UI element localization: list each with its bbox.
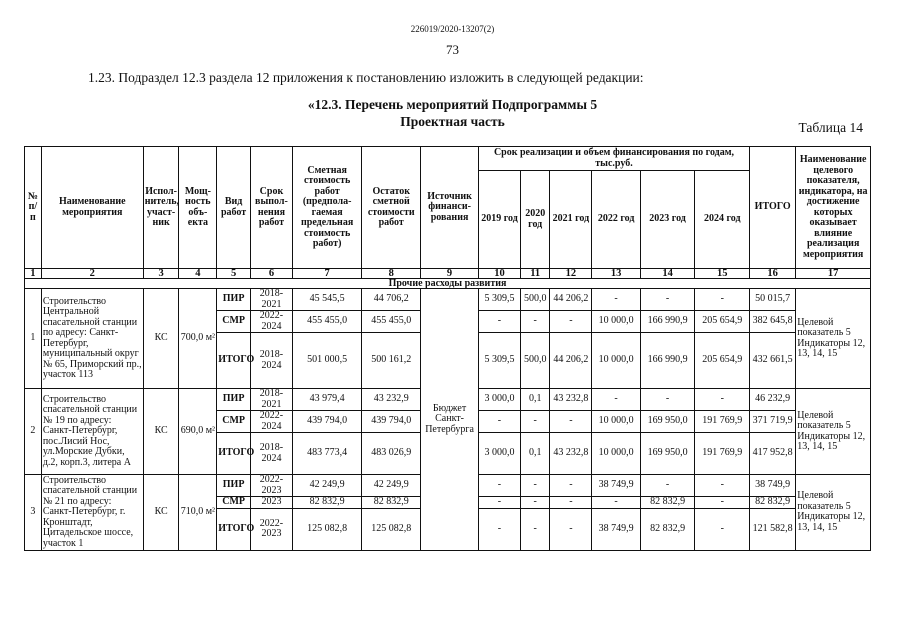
cost-balance: 42 249,9 [362, 475, 421, 497]
work-type: ПИР [217, 389, 251, 411]
value-y2021: - [550, 411, 592, 433]
item-name: Строительство Центральной спасательной станции по адресу: Санкт-Петербург, муниципальный округ № 65, Приморский пр., участок 113 [41, 289, 143, 389]
work-type: СМР [217, 411, 251, 433]
value-total: 50 015,7 [750, 289, 796, 311]
measures-table [24, 146, 871, 551]
section-label: Прочие расходы развития [25, 279, 871, 289]
value-y2020: 500,0 [520, 289, 549, 311]
value-y2022: 38 749,9 [592, 508, 640, 550]
col-balance: Остаток сметной стоимости работ [362, 147, 421, 269]
value-y2022: 10 000,0 [592, 311, 640, 333]
work-type: СМР [217, 311, 251, 333]
section-title [0, 96, 905, 130]
column-number: 10 [478, 269, 520, 279]
value-total: 371 719,9 [750, 411, 796, 433]
value-y2022: - [592, 389, 640, 411]
value-total: 417 952,8 [750, 433, 796, 475]
funding-source: Бюджет Санкт-Петербурга [421, 289, 479, 551]
title-line-2: Проектная часть [400, 114, 505, 129]
work-period: 2018-2024 [250, 433, 292, 475]
value-y2022: 38 749,9 [592, 475, 640, 497]
col-2020: 2020 год [520, 171, 549, 269]
item-capacity: 710,0 м² [179, 475, 217, 551]
cost-balance: 500 161,2 [362, 333, 421, 389]
item-executor: КС [143, 389, 179, 475]
column-number: 12 [550, 269, 592, 279]
value-y2023: 82 832,9 [640, 497, 695, 509]
cost-balance: 43 232,9 [362, 389, 421, 411]
value-y2023: - [640, 289, 695, 311]
value-y2019: - [478, 497, 520, 509]
value-y2020: - [520, 411, 549, 433]
col-num: № п/п [25, 147, 42, 269]
cost-balance: 82 832,9 [362, 497, 421, 509]
column-number: 1 [25, 269, 42, 279]
estimated-cost: 82 832,9 [292, 497, 361, 509]
value-y2020: 0,1 [520, 389, 549, 411]
col-2023: 2023 год [640, 171, 695, 269]
page-number: 73 [446, 42, 459, 57]
column-number: 11 [520, 269, 549, 279]
work-period: 2018-2021 [250, 289, 292, 311]
value-y2020: - [520, 475, 549, 497]
value-y2024: - [695, 497, 750, 509]
value-y2024: - [695, 508, 750, 550]
estimated-cost: 439 794,0 [292, 411, 361, 433]
value-y2019: 5 309,5 [478, 289, 520, 311]
column-number: 6 [250, 269, 292, 279]
value-y2023: 166 990,9 [640, 333, 695, 389]
item-indicator: Целевой показатель 5 Индикаторы 12, 13, 14, 15 [796, 389, 871, 475]
value-y2020: - [520, 311, 549, 333]
cost-balance: 439 794,0 [362, 411, 421, 433]
cost-balance: 44 706,2 [362, 289, 421, 311]
col-2024: 2024 год [695, 171, 750, 269]
value-y2024: 205 654,9 [695, 333, 750, 389]
value-total: 46 232,9 [750, 389, 796, 411]
estimated-cost: 45 545,5 [292, 289, 361, 311]
work-period: 2018-2024 [250, 333, 292, 389]
value-y2021: 43 232,8 [550, 433, 592, 475]
value-y2021: - [550, 497, 592, 509]
table-row [25, 289, 871, 311]
col-source: Источник финанси-рования [421, 147, 479, 269]
work-type: ПИР [217, 289, 251, 311]
value-y2021: 44 206,2 [550, 289, 592, 311]
value-y2020: 0,1 [520, 433, 549, 475]
column-number: 15 [695, 269, 750, 279]
work-type: ИТОГО [217, 508, 251, 550]
item-number: 1 [25, 289, 42, 389]
value-y2023: - [640, 475, 695, 497]
col-executor: Испол-нитель, участ-ник [143, 147, 179, 269]
cost-balance: 483 026,9 [362, 433, 421, 475]
estimated-cost: 455 455,0 [292, 311, 361, 333]
title-line-1: «12.3. Перечень мероприятий Подпрограммы 5 [307, 97, 598, 112]
column-number-row [25, 269, 871, 279]
value-y2021: - [550, 311, 592, 333]
value-y2020: 500,0 [520, 333, 549, 389]
work-period: 2022-2023 [250, 475, 292, 497]
estimated-cost: 501 000,5 [292, 333, 361, 389]
value-y2023: 166 990,9 [640, 311, 695, 333]
work-period: 2022-2024 [250, 311, 292, 333]
estimated-cost: 43 979,4 [292, 389, 361, 411]
col-funding-group: Срок реализации и объем финансирования по годам, тыс.руб. [478, 147, 749, 171]
value-y2019: 3 000,0 [478, 433, 520, 475]
value-y2022: 10 000,0 [592, 433, 640, 475]
work-period: 2018-2021 [250, 389, 292, 411]
value-y2020: - [520, 508, 549, 550]
column-number: 13 [592, 269, 640, 279]
value-y2024: - [695, 475, 750, 497]
col-capacity: Мощ-ность объ-екта [179, 147, 217, 269]
estimated-cost: 125 082,8 [292, 508, 361, 550]
work-type: ИТОГО [217, 333, 251, 389]
item-number: 3 [25, 475, 42, 551]
value-y2023: 82 832,9 [640, 508, 695, 550]
work-type: ИТОГО [217, 433, 251, 475]
item-capacity: 690,0 м² [179, 389, 217, 475]
item-name: Строительство спасательной станции № 21 по адресу: Санкт-Петербург, г. Кронштадт, Цитадельское шоссе, участок 1 [41, 475, 143, 551]
value-y2021: - [550, 475, 592, 497]
column-number: 7 [292, 269, 361, 279]
col-total: ИТОГО [750, 147, 796, 269]
value-y2021: 43 232,8 [550, 389, 592, 411]
value-total: 38 749,9 [750, 475, 796, 497]
value-total: 121 582,8 [750, 508, 796, 550]
value-y2023: - [640, 389, 695, 411]
value-y2019: 3 000,0 [478, 389, 520, 411]
item-name: Строительство спасательной станции № 19 по адресу: Санкт-Петербург, пос.Лисий Нос, ул.Морские Дубки, д.2, корп.3, литера А [41, 389, 143, 475]
column-number: 5 [217, 269, 251, 279]
value-total: 382 645,8 [750, 311, 796, 333]
item-indicator: Целевой показатель 5 Индикаторы 12, 13, 14, 15 [796, 475, 871, 551]
value-y2022: 10 000,0 [592, 333, 640, 389]
value-y2019: - [478, 508, 520, 550]
section-row [25, 279, 871, 289]
value-total: 432 661,5 [750, 333, 796, 389]
item-executor: КС [143, 475, 179, 551]
work-period: 2022-2024 [250, 411, 292, 433]
intro-paragraph: 1.23. Подраздел 12.3 раздела 12 приложения к постановлению изложить в следующей редакции: [88, 70, 644, 85]
value-y2024: 205 654,9 [695, 311, 750, 333]
value-y2024: 191 769,9 [695, 433, 750, 475]
cost-balance: 125 082,8 [362, 508, 421, 550]
col-name: Наименование мероприятия [41, 147, 143, 269]
item-capacity: 700,0 м² [179, 289, 217, 389]
item-indicator: Целевой показатель 5 Индикаторы 12, 13, 14, 15 [796, 289, 871, 389]
cost-balance: 455 455,0 [362, 311, 421, 333]
col-2019: 2019 год [478, 171, 520, 269]
table-label: Таблица 14 [798, 120, 863, 135]
column-number: 4 [179, 269, 217, 279]
item-executor: КС [143, 289, 179, 389]
work-type: ПИР [217, 475, 251, 497]
value-y2019: - [478, 311, 520, 333]
value-y2019: - [478, 411, 520, 433]
estimated-cost: 483 773,4 [292, 433, 361, 475]
value-y2021: 44 206,2 [550, 333, 592, 389]
work-period: 2023 [250, 497, 292, 509]
col-period: Срок выпол-нения работ [250, 147, 292, 269]
value-y2023: 169 950,0 [640, 433, 695, 475]
value-y2022: - [592, 289, 640, 311]
column-number: 17 [796, 269, 871, 279]
work-period: 2022-2023 [250, 508, 292, 550]
value-y2023: 169 950,0 [640, 411, 695, 433]
col-est-cost: Сметная стоимость работ (предпола-гаемая предельная стоимость работ) [292, 147, 361, 269]
value-total: 82 832,9 [750, 497, 796, 509]
col-work-type: Вид работ [217, 147, 251, 269]
column-number: 8 [362, 269, 421, 279]
value-y2024: 191 769,9 [695, 411, 750, 433]
value-y2020: - [520, 497, 549, 509]
column-number: 9 [421, 269, 479, 279]
value-y2022: 10 000,0 [592, 411, 640, 433]
value-y2024: - [695, 289, 750, 311]
item-number: 2 [25, 389, 42, 475]
column-number: 2 [41, 269, 143, 279]
estimated-cost: 42 249,9 [292, 475, 361, 497]
col-indicator: Наименование целевого показателя, индикатора, на достижение которых оказывает влияние реализация мероприятия [796, 147, 871, 269]
document-number: 226019/2020-13207(2) [410, 24, 495, 34]
column-number: 16 [750, 269, 796, 279]
column-number: 3 [143, 269, 179, 279]
value-y2019: 5 309,5 [478, 333, 520, 389]
value-y2019: - [478, 475, 520, 497]
value-y2022: - [592, 497, 640, 509]
value-y2021: - [550, 508, 592, 550]
work-type: СМР [217, 497, 251, 509]
col-2021: 2021 год [550, 171, 592, 269]
col-2022: 2022 год [592, 171, 640, 269]
value-y2024: - [695, 389, 750, 411]
column-number: 14 [640, 269, 695, 279]
